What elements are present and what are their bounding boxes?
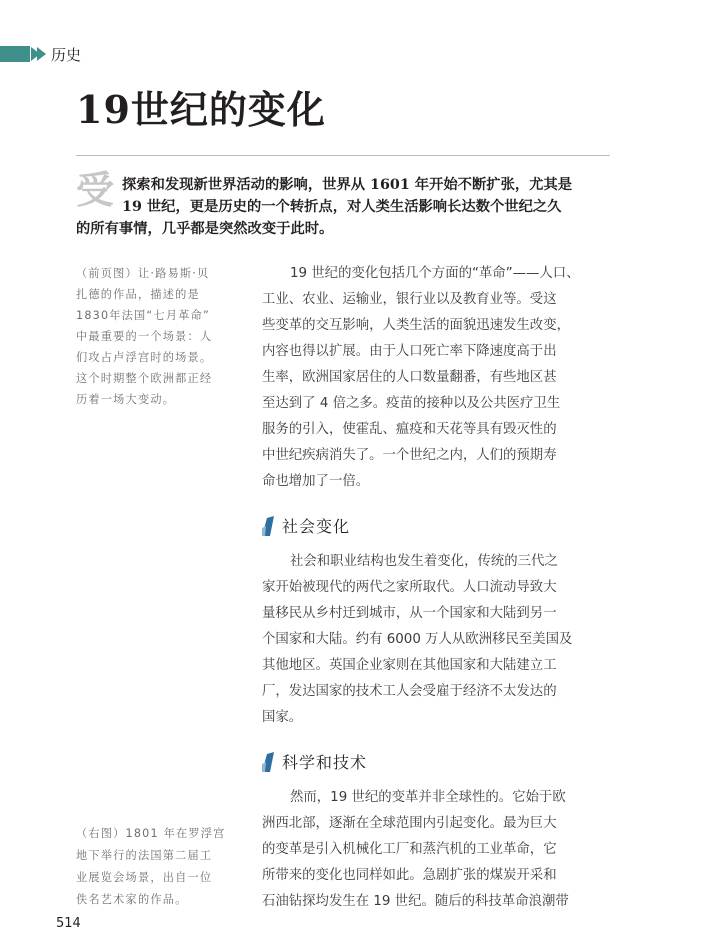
section-heading-social	[262, 514, 350, 537]
body-line: 然而，19 世纪的变革并非全球性的。它始于欧	[290, 790, 566, 805]
intro-drop-cap: 受	[76, 167, 115, 212]
caption-line: 业展览会场景，出自一位	[76, 871, 213, 884]
body-line: 国家。	[262, 710, 303, 725]
caption-line: 1830年法国“七月革命”	[76, 309, 210, 322]
body-line: 生率，欧洲国家居住的人口数量翻番，有些地区甚	[262, 370, 557, 385]
section-tab	[0, 44, 81, 64]
body-line: 命也增加了一倍。	[262, 474, 370, 489]
body-line: 中世纪疾病消失了。一个世纪之内，人们的预期寿	[262, 448, 557, 463]
section-heading-science	[262, 750, 367, 773]
caption-line: 历着一场大变动。	[76, 393, 176, 406]
caption-line: 中最重要的一个场景：人	[76, 330, 213, 343]
body-line: 所带来的变化也同样如此。急剧扩张的煤炭开采和	[262, 868, 557, 883]
intro-line: 19 世纪，更是历史的一个转折点，对人类生活影响长达数个世纪之久	[122, 199, 562, 215]
section-heading-text: 社会变化	[282, 517, 351, 536]
section-heading-text: 科学和技术	[282, 753, 368, 772]
body-line: 内容也得以扩展。由于人口死亡率下降速度高于出	[262, 344, 557, 359]
intro-line: 探索和发现新世界活动的影响，世界从 1601 年开始不断扩张，尤其是	[122, 177, 573, 193]
section-marker-icon	[262, 516, 276, 536]
section-label: 历史	[51, 45, 82, 64]
section-marker-icon	[262, 752, 276, 772]
body-line: 个国家和大陆。约有 6000 万人从欧洲移民至美国及	[262, 632, 573, 647]
body-line: 至达到了 4 倍之多。疫苗的接种以及公共医疗卫生	[262, 396, 561, 411]
body-line: 石油钻探均发生在 19 世纪。随后的科技革命浪潮带	[262, 894, 569, 909]
caption-line: 扎德的作品，描述的是	[76, 288, 200, 301]
body-line: 工业、农业、运输业，银行业以及教育业等。受这	[262, 292, 557, 307]
body-line: 服务的引入，使霍乱、瘟疫和天花等具有毁灭性的	[262, 422, 557, 437]
chevron-right-icon	[31, 46, 47, 62]
body-line: 些变革的交互影响，人类生活的面貌迅速发生改变，	[262, 318, 570, 333]
caption-line: 佚名艺术家的作品。	[76, 893, 188, 906]
caption-line: 这个时期整个欧洲都正经	[76, 372, 213, 385]
body-line: 的变革是引入机械化工厂和蒸汽机的工业革命，它	[262, 842, 557, 857]
body-line: 洲西北部，逐渐在全球范围内引起变化。最为巨大	[262, 816, 557, 831]
page-title: 19世纪的变化	[76, 87, 326, 132]
body-line: 厂，发达国家的技术工人会受雇于经济不太发达的	[262, 684, 557, 699]
body-line: 其他地区。英国企业家则在其他国家和大陆建立工	[262, 658, 557, 673]
intro-line: 的所有事情，几乎都是突然改变于此时。	[76, 221, 334, 237]
caption-line: 们攻占卢浮宫时的场景。	[76, 351, 213, 364]
caption-line: （前页图）让·路易斯·贝	[76, 267, 210, 280]
body-line: 社会和职业结构也发生着变化，传统的三代之	[290, 554, 558, 569]
title-divider	[76, 155, 610, 156]
caption-line: （右图）1801 年在罗浮宫	[76, 827, 226, 840]
page-number: 514	[56, 916, 81, 931]
body-line: 家开始被现代的两代之家所取代。人口流动导致大	[262, 580, 557, 595]
body-line: 19 世纪的变化包括几个方面的“革命”——人口、	[290, 266, 580, 281]
section-tab-bar	[0, 46, 30, 62]
caption-line: 地下举行的法国第二届工	[76, 849, 213, 862]
body-line: 量移民从乡村迁到城市，从一个国家和大陆到另一	[262, 606, 557, 621]
